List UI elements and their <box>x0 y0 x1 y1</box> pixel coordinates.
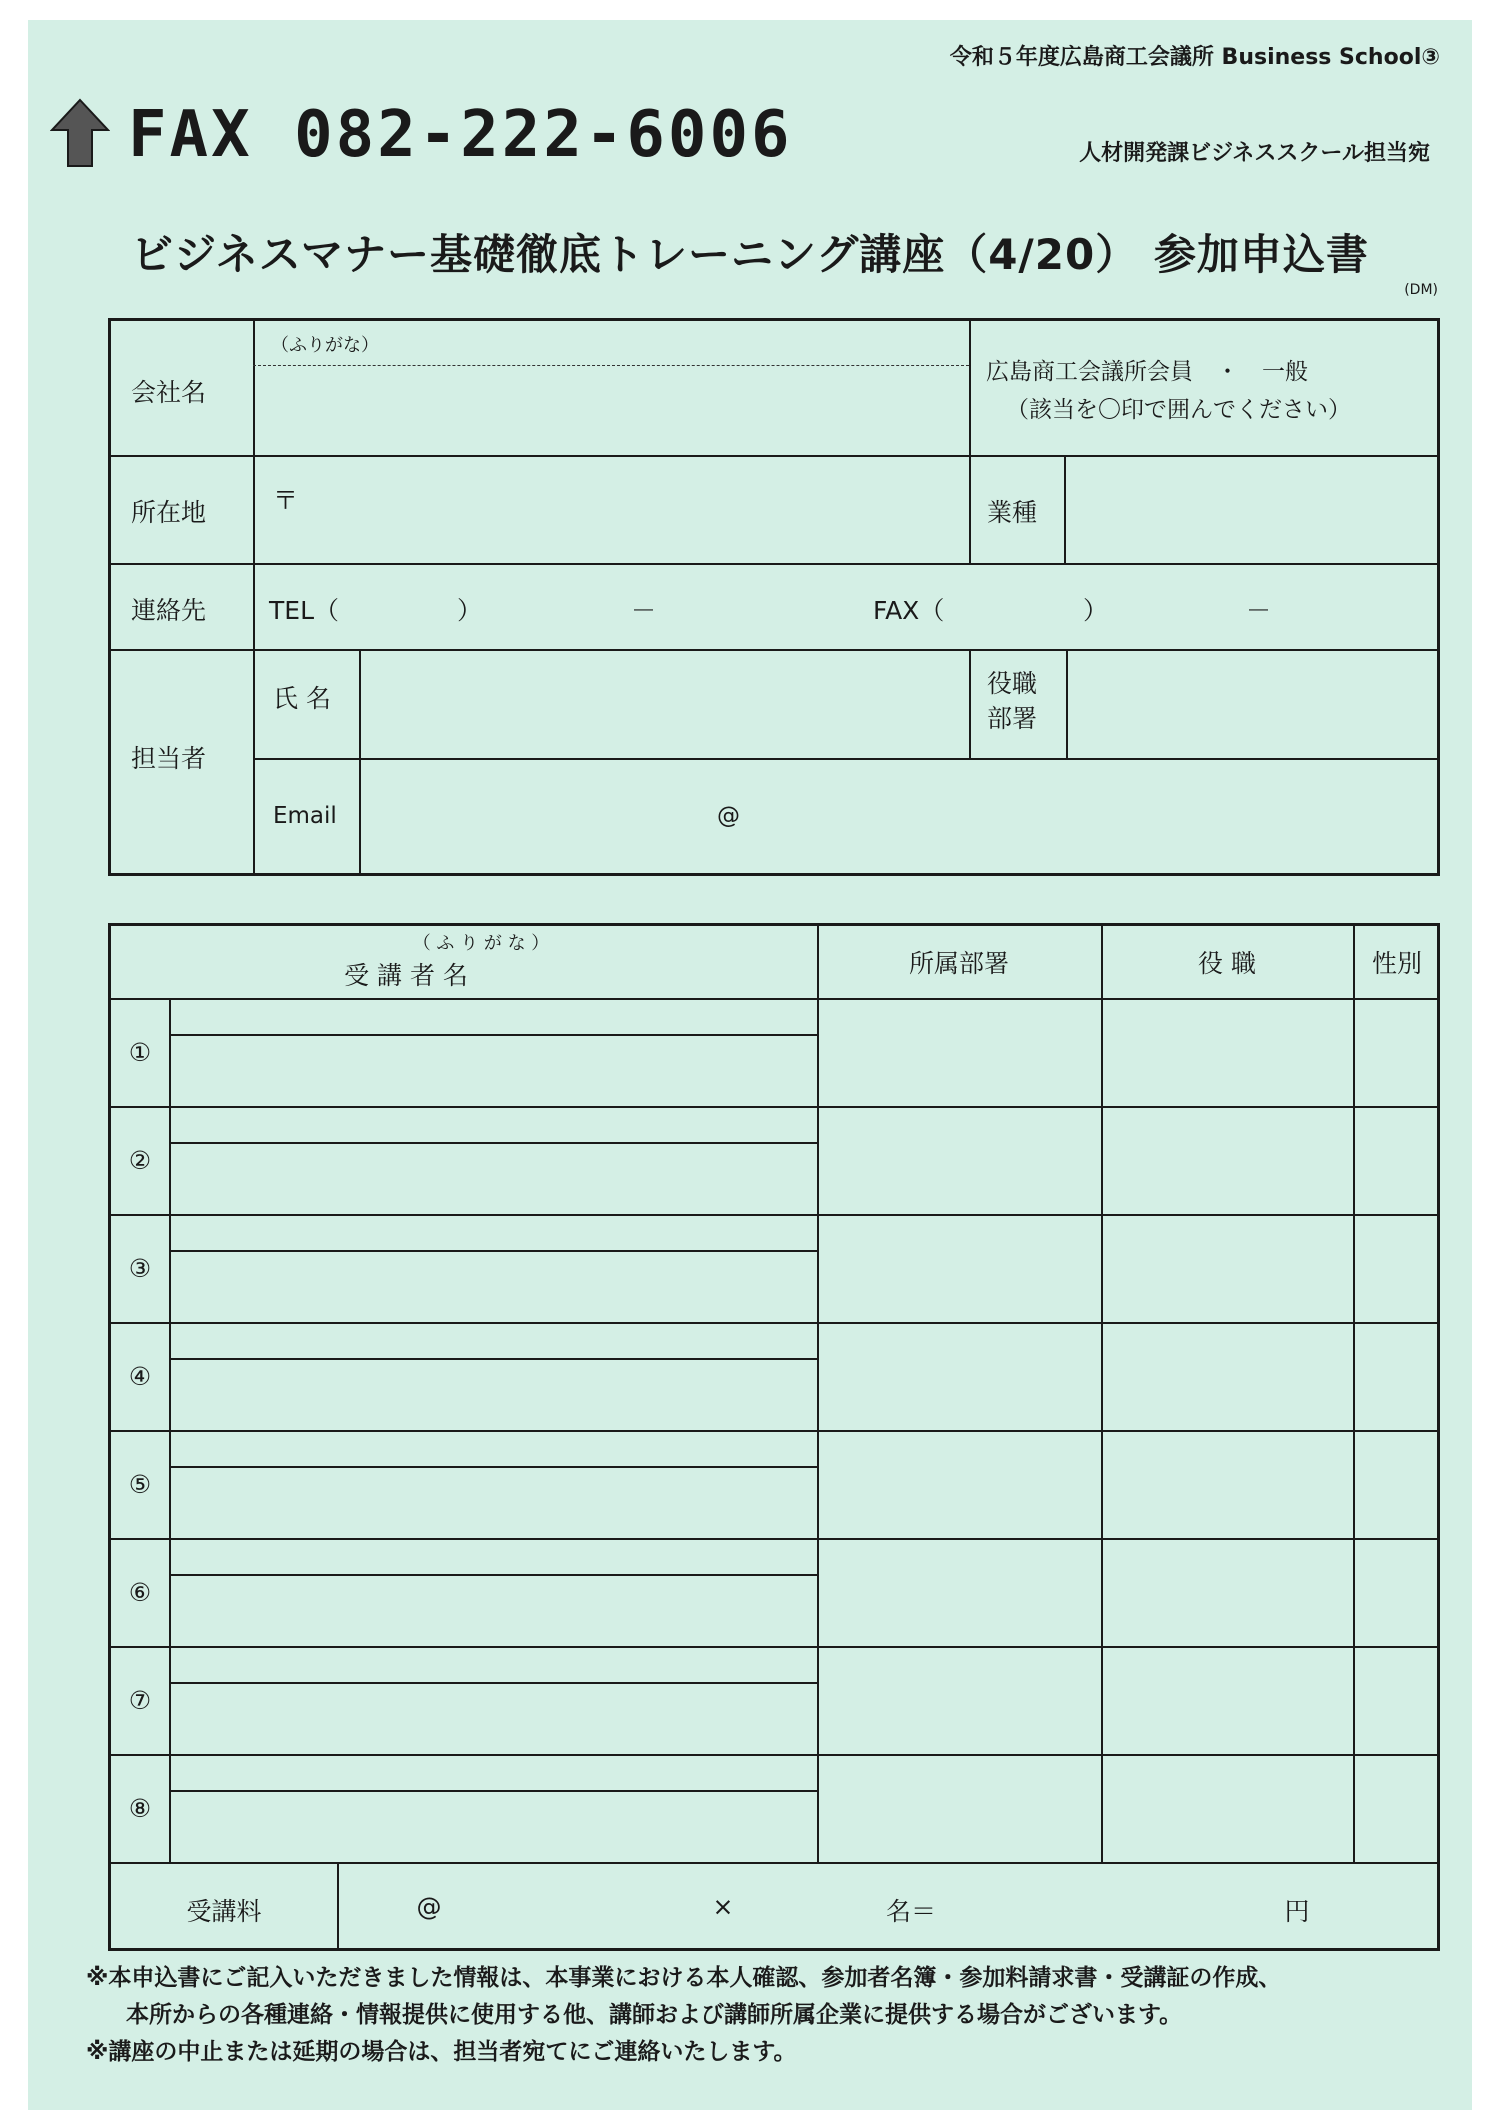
participant-furigana-label: （ ふ り が な ） <box>412 933 550 954</box>
fax-number: 082-222-6006 <box>294 98 793 172</box>
tel-field[interactable] <box>254 565 814 647</box>
department-label: 部署 <box>987 704 1038 733</box>
row-number: ① <box>128 1038 152 1067</box>
address-label: 所在地 <box>131 498 207 527</box>
email-label: Email <box>273 803 337 829</box>
tel-label: TEL（ <box>269 596 339 625</box>
fee-times: × <box>712 1892 734 1921</box>
contact-label: 連絡先 <box>131 596 207 625</box>
row-number: ⑤ <box>128 1470 152 1499</box>
member-note: （該当を〇印で囲んでください） <box>1006 397 1351 423</box>
footnotes <box>86 1960 1281 2071</box>
fee-field[interactable] <box>339 1864 1437 1948</box>
fee-label: 受講料 <box>186 1897 262 1926</box>
company-furigana-label: （ふりがな） <box>271 335 379 356</box>
row-number: ⑧ <box>128 1794 152 1823</box>
email-field[interactable] <box>361 760 1437 872</box>
name-label: 氏 名 <box>273 684 331 713</box>
note-line: 本所からの各種連絡・情報提供に使用する他、講師および講師所属企業に提供する場合がございます。 <box>126 2002 1183 2028</box>
person-in-charge-label: 担当者 <box>131 744 207 773</box>
page-title: ビジネスマナー基礎徹底トレーニング講座（4/20） 参加申込書 <box>131 230 1369 279</box>
position-field[interactable] <box>1068 651 1437 757</box>
participant-name-header: 受 講 者 名 <box>344 961 468 990</box>
dm-mark: (DM) <box>1404 282 1438 298</box>
row-number: ⑦ <box>128 1686 152 1715</box>
fax-label: FAX <box>128 98 253 172</box>
position-label: 役職 <box>987 669 1038 698</box>
fax-field-label: FAX（ <box>873 596 945 625</box>
position-header: 役 職 <box>1198 949 1256 978</box>
fee-yen: 円 <box>1284 1897 1310 1926</box>
series-label: 令和５年度広島商工会議所 Business School③ <box>949 45 1440 70</box>
row-number: ② <box>128 1146 152 1175</box>
department-header: 所属部署 <box>908 949 1010 978</box>
company-form <box>108 318 1440 876</box>
industry-label: 業種 <box>987 498 1038 527</box>
tel-close: ） <box>457 596 483 625</box>
row-number: ⑥ <box>128 1578 152 1607</box>
tel-dash: － <box>631 596 657 625</box>
fax-field[interactable] <box>851 565 1437 647</box>
contact-name-field[interactable] <box>361 651 968 757</box>
postal-mark: 〒 <box>273 486 299 515</box>
industry-field[interactable] <box>1066 457 1437 562</box>
company-name-field[interactable] <box>254 367 968 453</box>
fax-number-heading <box>128 98 793 172</box>
row-number: ④ <box>128 1362 152 1391</box>
fee-people: 名＝ <box>885 1897 937 1926</box>
email-at: @ <box>717 803 740 829</box>
fee-at: @ <box>416 1892 442 1921</box>
address-field[interactable] <box>254 457 968 562</box>
arrow-up-icon <box>50 98 110 168</box>
participants-table <box>108 923 1440 1951</box>
fax-dash: － <box>1246 596 1272 625</box>
member-choice[interactable]: 広島商工会議所会員 ・ 一般 <box>986 359 1308 385</box>
row-number: ③ <box>128 1254 152 1283</box>
recipient: 人材開発課ビジネススクール担当宛 <box>1079 141 1430 166</box>
note-line: ※講座の中止または延期の場合は、担当者宛てにご連絡いたします。 <box>86 2039 797 2065</box>
company-name-label: 会社名 <box>131 378 207 407</box>
note-line: ※本申込書にご記入いただきました情報は、本事業における本人確認、参加者名簿・参加料請求書・受講証の作成、 <box>86 1965 1282 1991</box>
gender-header: 性別 <box>1371 949 1423 978</box>
fax-close: ） <box>1083 596 1109 625</box>
